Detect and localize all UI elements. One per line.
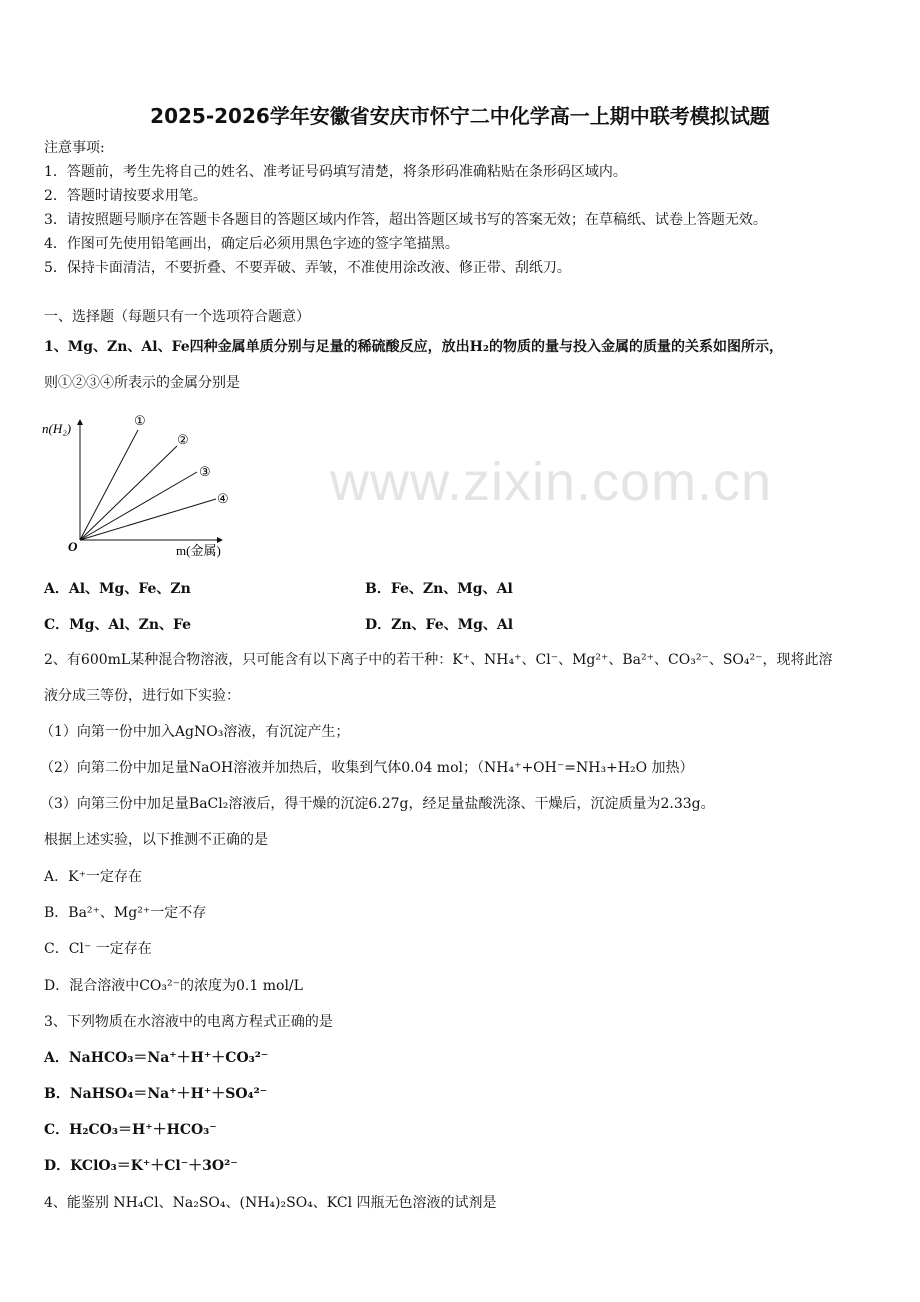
x-label: m(金属) (176, 543, 221, 558)
option-b: B．Fe、Zn、Mg、Al (365, 581, 513, 597)
watermark: www.zixin.com.cn (330, 452, 773, 512)
line-label-1: ① (134, 413, 146, 428)
option-a: A．Al、Mg、Fe、Zn (44, 581, 191, 597)
option-d: D．混合溶液中CO₃²⁻的浓度为0.1 mol/L (44, 978, 303, 994)
note-item: 1．答题前，考生先将自己的姓名、准考证号码填写清楚，将条形码准确粘贴在条形码区域内。 (44, 164, 627, 180)
option-b: B．Ba²⁺、Mg²⁺一定不存 (44, 905, 207, 921)
line-4 (80, 499, 216, 540)
option-d: D．KClO₃＝K⁺＋Cl⁻＋3O²⁻ (44, 1158, 238, 1174)
q3-stem: 3、下列物质在水溶液中的电离方程式正确的是 (44, 1014, 333, 1030)
h2-mass-graph (40, 405, 240, 560)
q1-stem: 1、Mg、Zn、Al、Fe四种金属单质分别与足量的稀硫酸反应，放出H₂的物质的量与投入金属的质量的关系如图所示， (44, 339, 784, 355)
line-label-2: ② (177, 432, 189, 447)
note-item: 5．保持卡面清洁，不要折叠、不要弄破、弄皱，不准使用涂改液、修正带、刮纸刀。 (44, 260, 571, 276)
option-b: B．NaHSO₄＝Na⁺＋H⁺＋SO₄²⁻ (44, 1086, 268, 1102)
option-c: C．Cl⁻ 一定存在 (44, 941, 152, 957)
option-c: C．Mg、Al、Zn、Fe (44, 617, 192, 633)
q1-stem-2: 则①②③④所表示的金属分别是 (44, 375, 240, 391)
q4-stem: 4、能鉴别 NH₄Cl、Na₂SO₄、(NH₄)₂SO₄、KCl 四瓶无色溶液的试剂是 (44, 1195, 497, 1211)
note-item: 3．请按照题号顺序在答题卡各题目的答题区域内作答，超出答题区域书写的答案无效；在草稿纸、试卷上答题无效。 (44, 212, 767, 228)
section-heading: 一、选择题（每题只有一个选项符合题意） (44, 309, 310, 325)
q2-step: （3）向第三份中加足量BaCl₂溶液后，得干燥的沉淀6.27g，经足量盐酸洗涤、干燥后，沉淀质量为2.33g。 (40, 796, 715, 812)
option-c: C．H₂CO₃＝H⁺＋HCO₃⁻ (44, 1122, 217, 1138)
q2-prompt: 根据上述实验，以下推测不正确的是 (44, 832, 268, 848)
q2-step: （2）向第二份中加足量NaOH溶液并加热后，收集到气体0.04 mol；（NH₄⁺+OH⁻=NH₃+H₂O 加热） (40, 760, 694, 776)
line-label-3: ③ (199, 464, 211, 479)
option-a: A．K⁺一定存在 (44, 869, 142, 885)
option-a: A．NaHCO₃＝Na⁺＋H⁺＋CO₃²⁻ (44, 1050, 269, 1066)
option-d: D．Zn、Fe、Mg、Al (365, 617, 514, 633)
notes-heading: 注意事项: (44, 140, 105, 156)
q2-stem: 2、有600mL某种混合物溶液，只可能含有以下离子中的若干种：K⁺、NH₄⁺、Cl⁻、Mg²⁺、Ba²⁺、CO₃²⁻、SO₄²⁻，现将此溶 (44, 652, 833, 668)
note-item: 4．作图可先使用铅笔画出，确定后必须用黑色字迹的签字笔描黑。 (44, 236, 459, 252)
line-label-4: ④ (217, 491, 229, 506)
q2-step: （1）向第一份中加入AgNO₃溶液，有沉淀产生； (40, 724, 350, 740)
page-title: 2025-2026学年安徽省安庆市怀宁二中化学高一上期中联考模拟试题 (150, 104, 770, 128)
y-label: n(H₂) (42, 421, 72, 436)
q2-stem-2: 液分成三等份，进行如下实验： (44, 688, 240, 704)
origin-label: O (68, 539, 78, 554)
note-item: 2．答题时请按要求用笔。 (44, 188, 207, 204)
